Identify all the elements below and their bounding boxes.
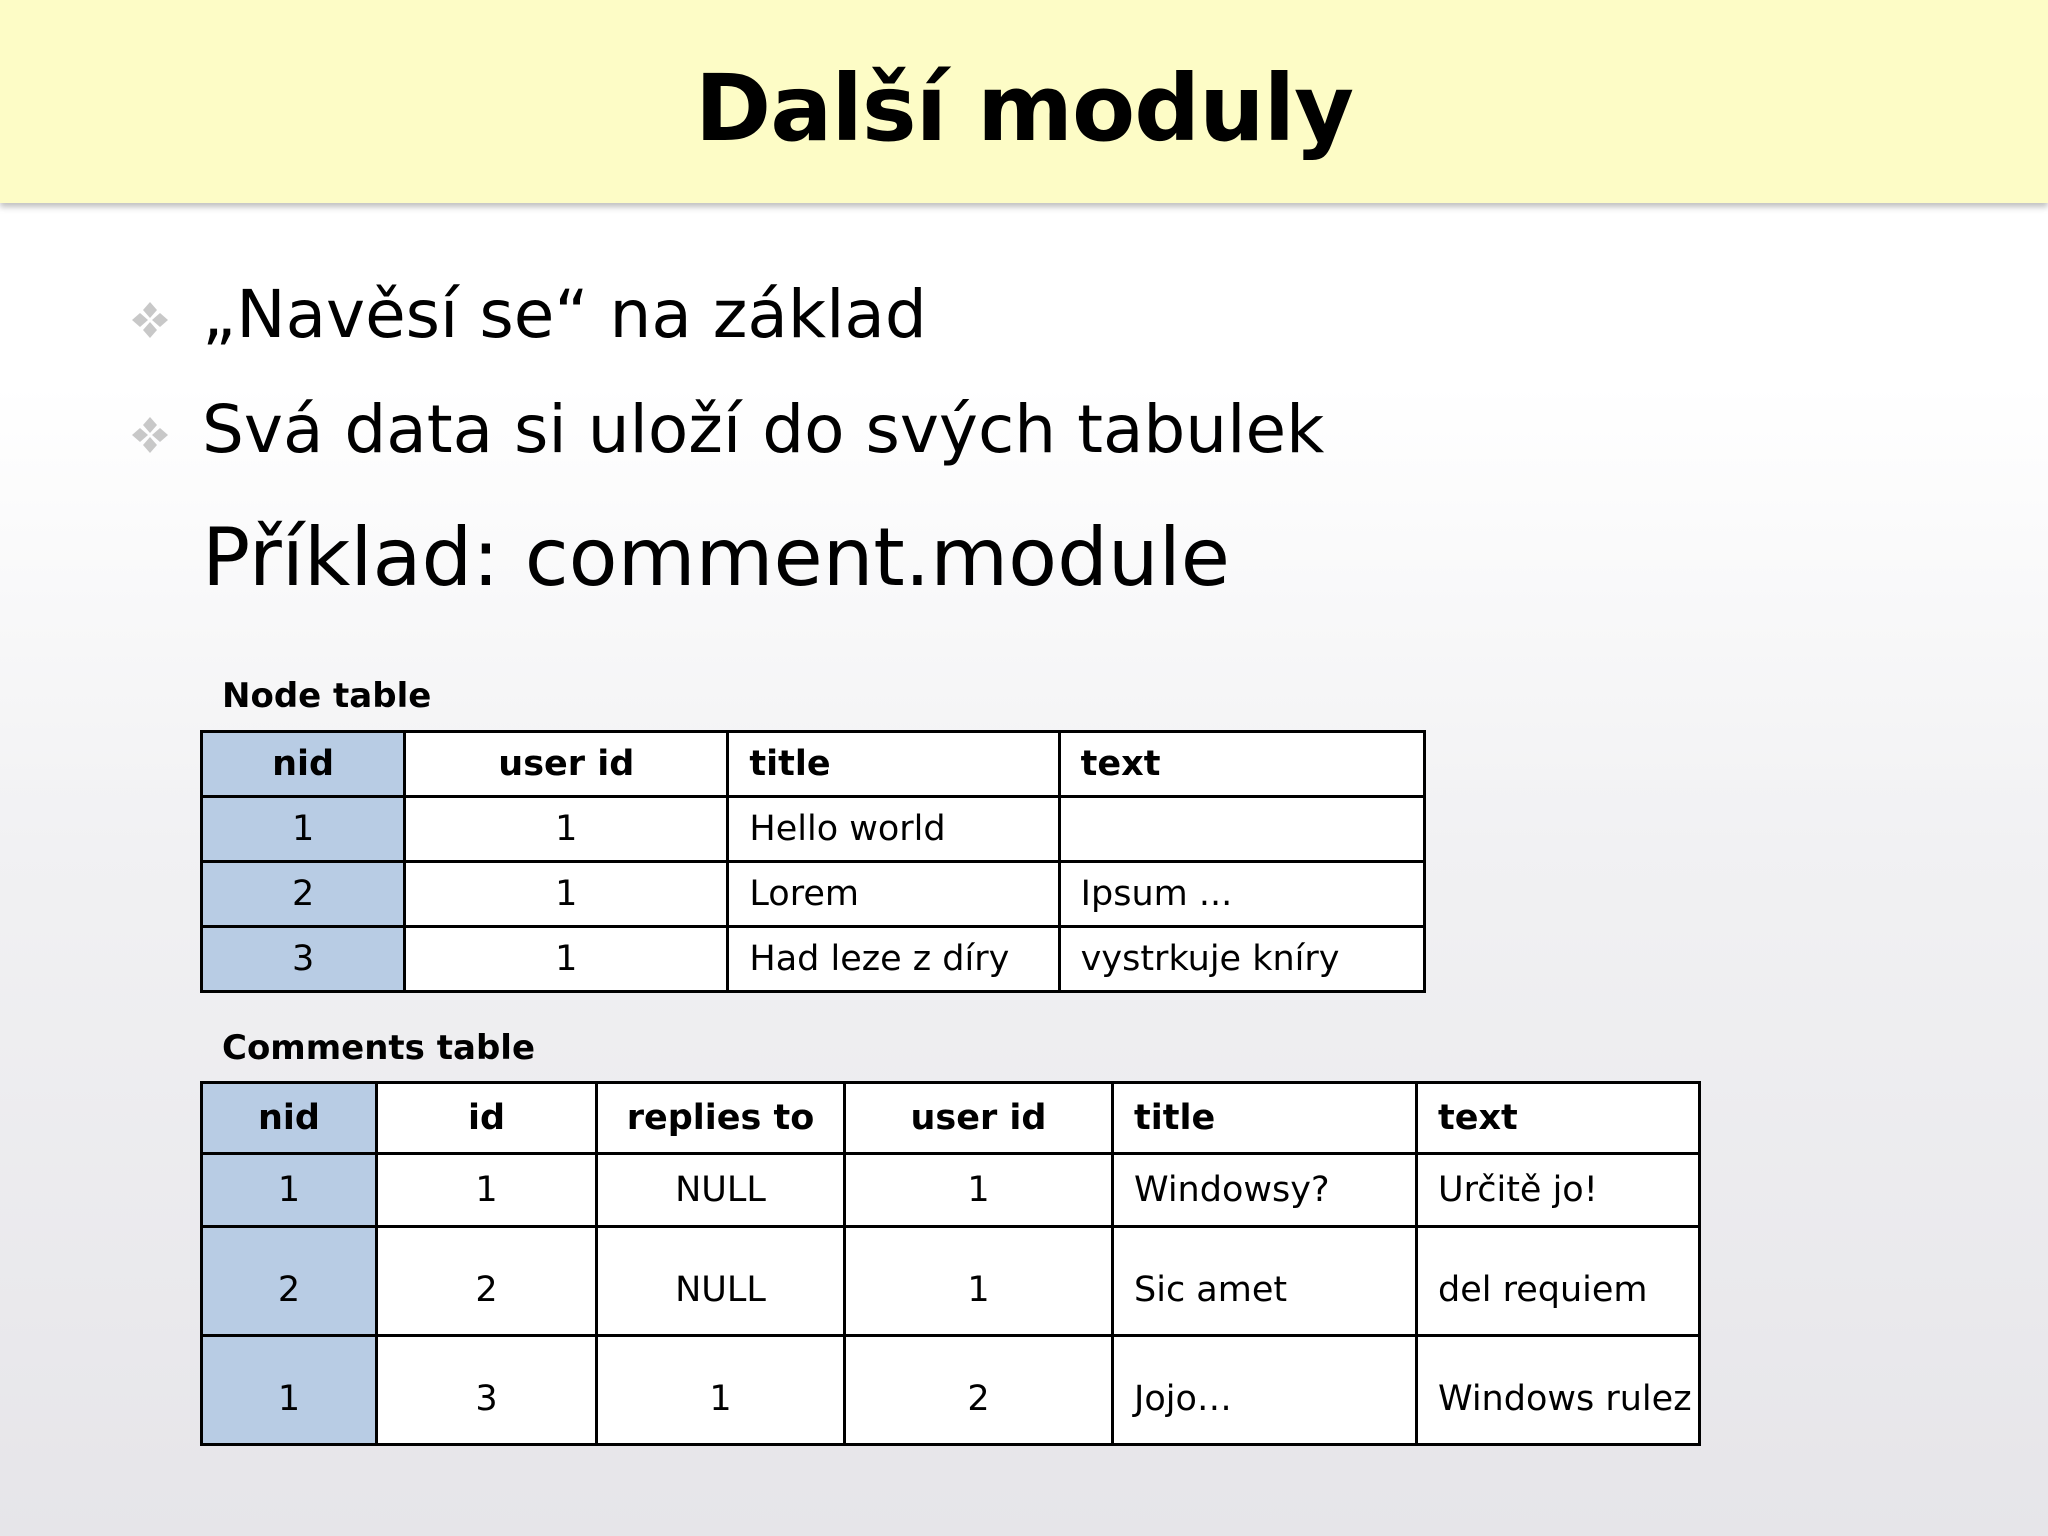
- table-cell: 3: [377, 1336, 597, 1445]
- table-cell: 1: [405, 927, 728, 992]
- column-header: id: [377, 1083, 597, 1154]
- comments-table: [200, 1081, 1701, 1446]
- table-cell: 2: [845, 1336, 1113, 1445]
- table-cell: Ipsum ...: [1059, 862, 1424, 927]
- table-row: [202, 1227, 1700, 1336]
- example-heading: Příklad: comment.module: [202, 511, 1231, 604]
- bullet-item: [0, 385, 2048, 475]
- column-header: replies to: [597, 1083, 845, 1154]
- node-table: [200, 730, 1426, 993]
- table-cell: 1: [202, 1336, 377, 1445]
- table-cell: del requiem: [1417, 1227, 1700, 1336]
- table-cell: 1: [405, 862, 728, 927]
- four-diamond-bullet-icon: [130, 300, 170, 340]
- table-cell: Sic amet: [1113, 1227, 1417, 1336]
- table-row: [202, 927, 1425, 992]
- table-cell: NULL: [597, 1227, 845, 1336]
- table-cell: 1: [845, 1154, 1113, 1227]
- table-row: [202, 797, 1425, 862]
- table-header-row: [202, 732, 1425, 797]
- column-header: text: [1417, 1083, 1700, 1154]
- table-header-row: [202, 1083, 1700, 1154]
- column-header: nid: [202, 732, 405, 797]
- table-cell: Lorem: [728, 862, 1059, 927]
- bullet-text: Svá data si uloží do svých tabulek: [202, 391, 1325, 468]
- node-table-label: Node table: [222, 676, 432, 716]
- table-row: [202, 1154, 1700, 1227]
- column-header: user id: [405, 732, 728, 797]
- table-cell: vystrkuje kníry: [1059, 927, 1424, 992]
- column-header: title: [1113, 1083, 1417, 1154]
- table-cell: 1: [377, 1154, 597, 1227]
- column-header: title: [728, 732, 1059, 797]
- table-cell: Had leze z díry: [728, 927, 1059, 992]
- four-diamond-bullet-icon: [130, 415, 170, 455]
- table-cell: Určitě jo!: [1417, 1154, 1700, 1227]
- table-cell: 1: [202, 1154, 377, 1227]
- table-row: [202, 1336, 1700, 1445]
- title-bar: [0, 0, 2048, 203]
- slide-title: Další moduly: [694, 55, 1354, 162]
- table-cell: 1: [405, 797, 728, 862]
- table-cell: 2: [377, 1227, 597, 1336]
- table-cell: Hello world: [728, 797, 1059, 862]
- column-header: user id: [845, 1083, 1113, 1154]
- table-cell: [1059, 797, 1424, 862]
- comments-table-label: Comments table: [222, 1028, 536, 1068]
- bullet-text: „Navěsí se“ na základ: [202, 276, 927, 353]
- table-cell: 1: [597, 1336, 845, 1445]
- table-cell: Windowsy?: [1113, 1154, 1417, 1227]
- column-header: text: [1059, 732, 1424, 797]
- bullet-item: [0, 270, 2048, 360]
- table-cell: 1: [845, 1227, 1113, 1336]
- table-cell: 2: [202, 1227, 377, 1336]
- table-row: [202, 862, 1425, 927]
- column-header: nid: [202, 1083, 377, 1154]
- table-cell: Windows rulez: [1417, 1336, 1700, 1445]
- table-cell: 3: [202, 927, 405, 992]
- table-cell: 2: [202, 862, 405, 927]
- table-cell: NULL: [597, 1154, 845, 1227]
- table-cell: Jojo…: [1113, 1336, 1417, 1445]
- table-cell: 1: [202, 797, 405, 862]
